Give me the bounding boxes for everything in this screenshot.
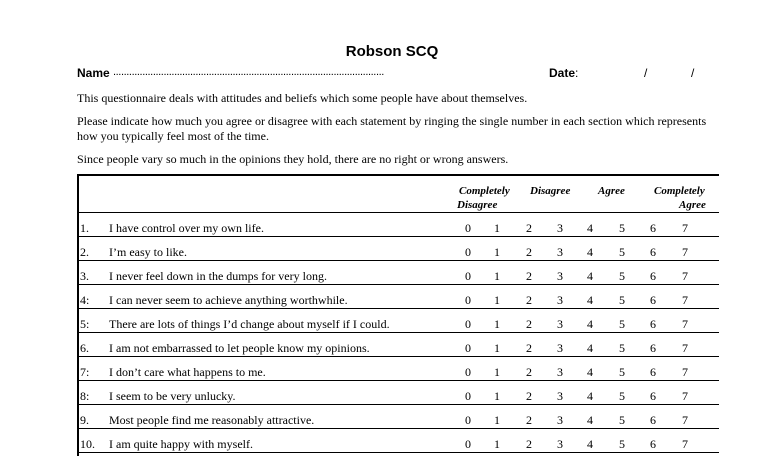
rating-option[interactable]: 4	[587, 365, 593, 379]
item-statement: There are lots of things I’d change about myself if I could.	[109, 317, 390, 331]
rating-option[interactable]: 5	[619, 293, 625, 307]
rating-option[interactable]: 6	[650, 341, 656, 355]
rating-option[interactable]: 1	[494, 389, 500, 403]
item-statement: I am quite happy with myself.	[109, 437, 253, 451]
scale-header-completely-disagree-top: Completely	[459, 185, 510, 197]
date-colon: :	[575, 66, 579, 80]
rating-option[interactable]: 3	[557, 365, 563, 379]
rating-option[interactable]: 5	[619, 365, 625, 379]
rating-option[interactable]: 6	[650, 269, 656, 283]
rating-option[interactable]: 3	[557, 389, 563, 403]
rating-option[interactable]: 1	[494, 293, 500, 307]
item-number: 1.	[80, 221, 89, 235]
item-number: 4:	[80, 293, 90, 307]
rating-option[interactable]: 4	[587, 317, 593, 331]
scale-header-disagree: Disagree	[530, 185, 571, 197]
item-number: 9.	[80, 413, 89, 427]
rating-option[interactable]: 7	[682, 221, 688, 235]
item-statement: I’m easy to like.	[109, 245, 187, 259]
rating-option[interactable]: 6	[650, 221, 656, 235]
rating-option[interactable]: 0	[465, 365, 471, 379]
date-label	[549, 66, 578, 80]
rating-option[interactable]: 4	[587, 221, 593, 235]
rating-option[interactable]: 0	[465, 389, 471, 403]
rating-option[interactable]: 1	[494, 437, 500, 451]
date-slash-2: /	[691, 66, 695, 80]
item-number: 8:	[80, 389, 90, 403]
rating-option[interactable]: 5	[619, 317, 625, 331]
item-statement: I am not embarrassed to let people know my opinions.	[109, 341, 370, 355]
rating-option[interactable]: 5	[619, 389, 625, 403]
item-statement: I seem to be very unlucky.	[109, 389, 236, 403]
rating-option[interactable]: 7	[682, 413, 688, 427]
questionnaire-item-row	[79, 380, 719, 405]
rating-option[interactable]: 1	[494, 341, 500, 355]
rating-option[interactable]: 5	[619, 269, 625, 283]
item-statement: I can never seem to achieve anything worthwhile.	[109, 293, 348, 307]
scale-header-agree: Agree	[598, 185, 625, 197]
rating-option[interactable]: 7	[682, 245, 688, 259]
item-number: 7:	[80, 365, 90, 379]
rating-option[interactable]: 2	[526, 389, 532, 403]
rating-option[interactable]: 5	[619, 341, 625, 355]
rating-option[interactable]: 3	[557, 269, 563, 283]
rating-option[interactable]: 1	[494, 221, 500, 235]
rating-option[interactable]: 2	[526, 221, 532, 235]
questionnaire-item-row	[79, 404, 719, 429]
rating-option[interactable]: 7	[682, 365, 688, 379]
rating-option[interactable]: 7	[682, 437, 688, 451]
rating-option[interactable]: 3	[557, 437, 563, 451]
rating-option[interactable]: 3	[557, 413, 563, 427]
intro-paragraph-1: This questionnaire deals with attitudes and beliefs which some people have about themselves.	[77, 91, 528, 105]
rating-option[interactable]: 2	[526, 293, 532, 307]
rating-option[interactable]: 3	[557, 293, 563, 307]
rating-option[interactable]: 0	[465, 269, 471, 283]
intro-paragraph-3: Since people vary so much in the opinions they hold, there are no right or wrong answers.	[77, 152, 509, 166]
rating-option[interactable]: 1	[494, 317, 500, 331]
rating-option[interactable]: 2	[526, 245, 532, 259]
name-date-row	[77, 66, 707, 82]
rating-option[interactable]: 4	[587, 293, 593, 307]
date-label-text: Date	[549, 66, 576, 80]
rating-option[interactable]: 0	[465, 437, 471, 451]
rating-option[interactable]: 0	[465, 293, 471, 307]
rating-option[interactable]: 4	[587, 413, 593, 427]
rating-option[interactable]: 0	[465, 413, 471, 427]
questionnaire-item-row	[79, 260, 719, 285]
rating-option[interactable]: 0	[465, 317, 471, 331]
rating-option[interactable]: 6	[650, 293, 656, 307]
rating-option[interactable]: 1	[494, 269, 500, 283]
rating-option[interactable]: 4	[587, 437, 593, 451]
questionnaire-table	[77, 174, 719, 456]
rating-option[interactable]: 0	[465, 341, 471, 355]
rating-option[interactable]: 3	[557, 221, 563, 235]
rating-option[interactable]: 3	[557, 317, 563, 331]
item-number: 3.	[80, 269, 89, 283]
questionnaire-item-row	[79, 356, 719, 381]
item-statement: I have control over my own life.	[109, 221, 264, 235]
rating-option[interactable]: 7	[682, 269, 688, 283]
scale-header-completely-agree-top: Completely	[654, 185, 705, 197]
rating-option[interactable]: 1	[494, 413, 500, 427]
rating-option[interactable]: 1	[494, 245, 500, 259]
rating-option[interactable]: 6	[650, 245, 656, 259]
questionnaire-item-row	[79, 284, 719, 309]
item-number: 10.	[80, 437, 95, 451]
rating-option[interactable]: 1	[494, 365, 500, 379]
questionnaire-item-row	[79, 308, 719, 333]
rating-option[interactable]: 6	[650, 389, 656, 403]
item-statement: I never feel down in the dumps for very long.	[109, 269, 327, 283]
intro-paragraph-2: Please indicate how much you agree or disagree with each statement by ringing the single number in each section which represents how you typically feel most of the time.	[77, 114, 707, 143]
rating-option[interactable]: 0	[465, 221, 471, 235]
rating-option[interactable]: 2	[526, 269, 532, 283]
scale-header-completely-agree-bottom: Agree	[679, 199, 706, 211]
item-statement: Most people find me reasonably attractive.	[109, 413, 315, 427]
rating-option[interactable]: 3	[557, 245, 563, 259]
name-field-dots: ......................................................................................................	[113, 66, 384, 78]
rating-option[interactable]: 7	[682, 389, 688, 403]
rating-option[interactable]: 0	[465, 245, 471, 259]
rating-option[interactable]: 7	[682, 317, 688, 331]
scale-header-row	[79, 176, 719, 213]
questionnaire-item-row	[79, 212, 719, 237]
rating-option[interactable]: 5	[619, 413, 625, 427]
rating-option[interactable]: 2	[526, 413, 532, 427]
scale-header-completely-disagree-bottom: Disagree	[457, 199, 498, 211]
rating-option[interactable]: 2	[526, 341, 532, 355]
rating-option[interactable]: 2	[526, 365, 532, 379]
item-number: 2.	[80, 245, 89, 259]
rating-option[interactable]: 2	[526, 437, 532, 451]
rating-option[interactable]: 5	[619, 245, 625, 259]
date-slash-1: /	[644, 66, 648, 80]
item-number: 6.	[80, 341, 89, 355]
rating-option[interactable]: 6	[650, 413, 656, 427]
page-title: Robson SCQ	[345, 43, 439, 60]
rating-option[interactable]: 7	[682, 341, 688, 355]
item-number: 5:	[80, 317, 90, 331]
rating-option[interactable]: 6	[650, 365, 656, 379]
rating-option[interactable]: 5	[619, 437, 625, 451]
rating-option[interactable]: 7	[682, 293, 688, 307]
rating-option[interactable]: 3	[557, 341, 563, 355]
questionnaire-item-row	[79, 332, 719, 357]
rating-option[interactable]: 6	[650, 437, 656, 451]
rating-option[interactable]: 4	[587, 341, 593, 355]
name-label: Name	[77, 66, 110, 80]
questionnaire-item-row	[79, 236, 719, 261]
rating-option[interactable]: 6	[650, 317, 656, 331]
item-statement: I don’t care what happens to me.	[109, 365, 266, 379]
rating-option[interactable]: 5	[619, 221, 625, 235]
rating-option[interactable]: 4	[587, 269, 593, 283]
rating-option[interactable]: 4	[587, 389, 593, 403]
rating-option[interactable]: 2	[526, 317, 532, 331]
rating-option[interactable]: 4	[587, 245, 593, 259]
